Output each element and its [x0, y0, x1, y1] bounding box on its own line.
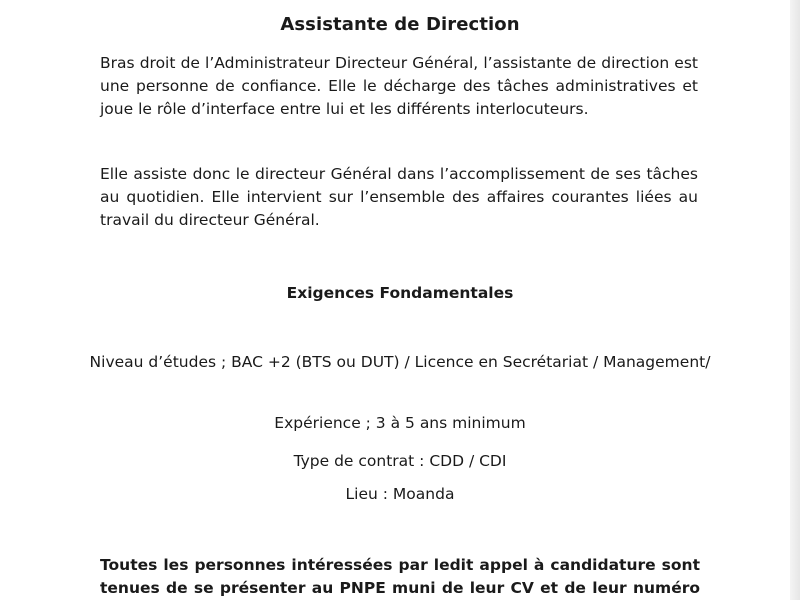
requirement-location: Lieu : Moanda — [345, 485, 455, 503]
requirement-contract: Type de contrat : CDD / CDI — [293, 452, 507, 470]
description-paragraph-1: Bras droit de l’Administrateur Directeur Général, l’assistante de direction est une personne de confiance. Elle le décharge des tâches administratives et joue le rôle d’interface entre lui et les différents interlocuteurs. — [100, 54, 698, 118]
application-notice — [100, 554, 700, 600]
page-edge-shadow — [790, 0, 800, 600]
description-paragraph-2: Elle assiste donc le directeur Général dans l’accomplissement de ses tâches au quotidien. Elle intervient sur l’ensemble des affaires courantes liées au travail du directeur Général. — [100, 165, 698, 229]
requirements-title: Exigences Fondamentales — [286, 284, 514, 302]
requirement-education: Niveau d’études ; BAC +2 (BTS ou DUT) / Licence en Secrétariat / Management/ — [89, 353, 711, 371]
page-title: Assistante de Direction — [280, 14, 520, 35]
notice-line-1: Toutes les personnes intéressées par ledit appel à candidature sont — [100, 556, 700, 574]
requirement-experience: Expérience ; 3 à 5 ans minimum — [274, 414, 526, 432]
notice-line-2: tenues de se présenter au PNPE muni de leur CV et de leur numéro — [100, 579, 700, 597]
